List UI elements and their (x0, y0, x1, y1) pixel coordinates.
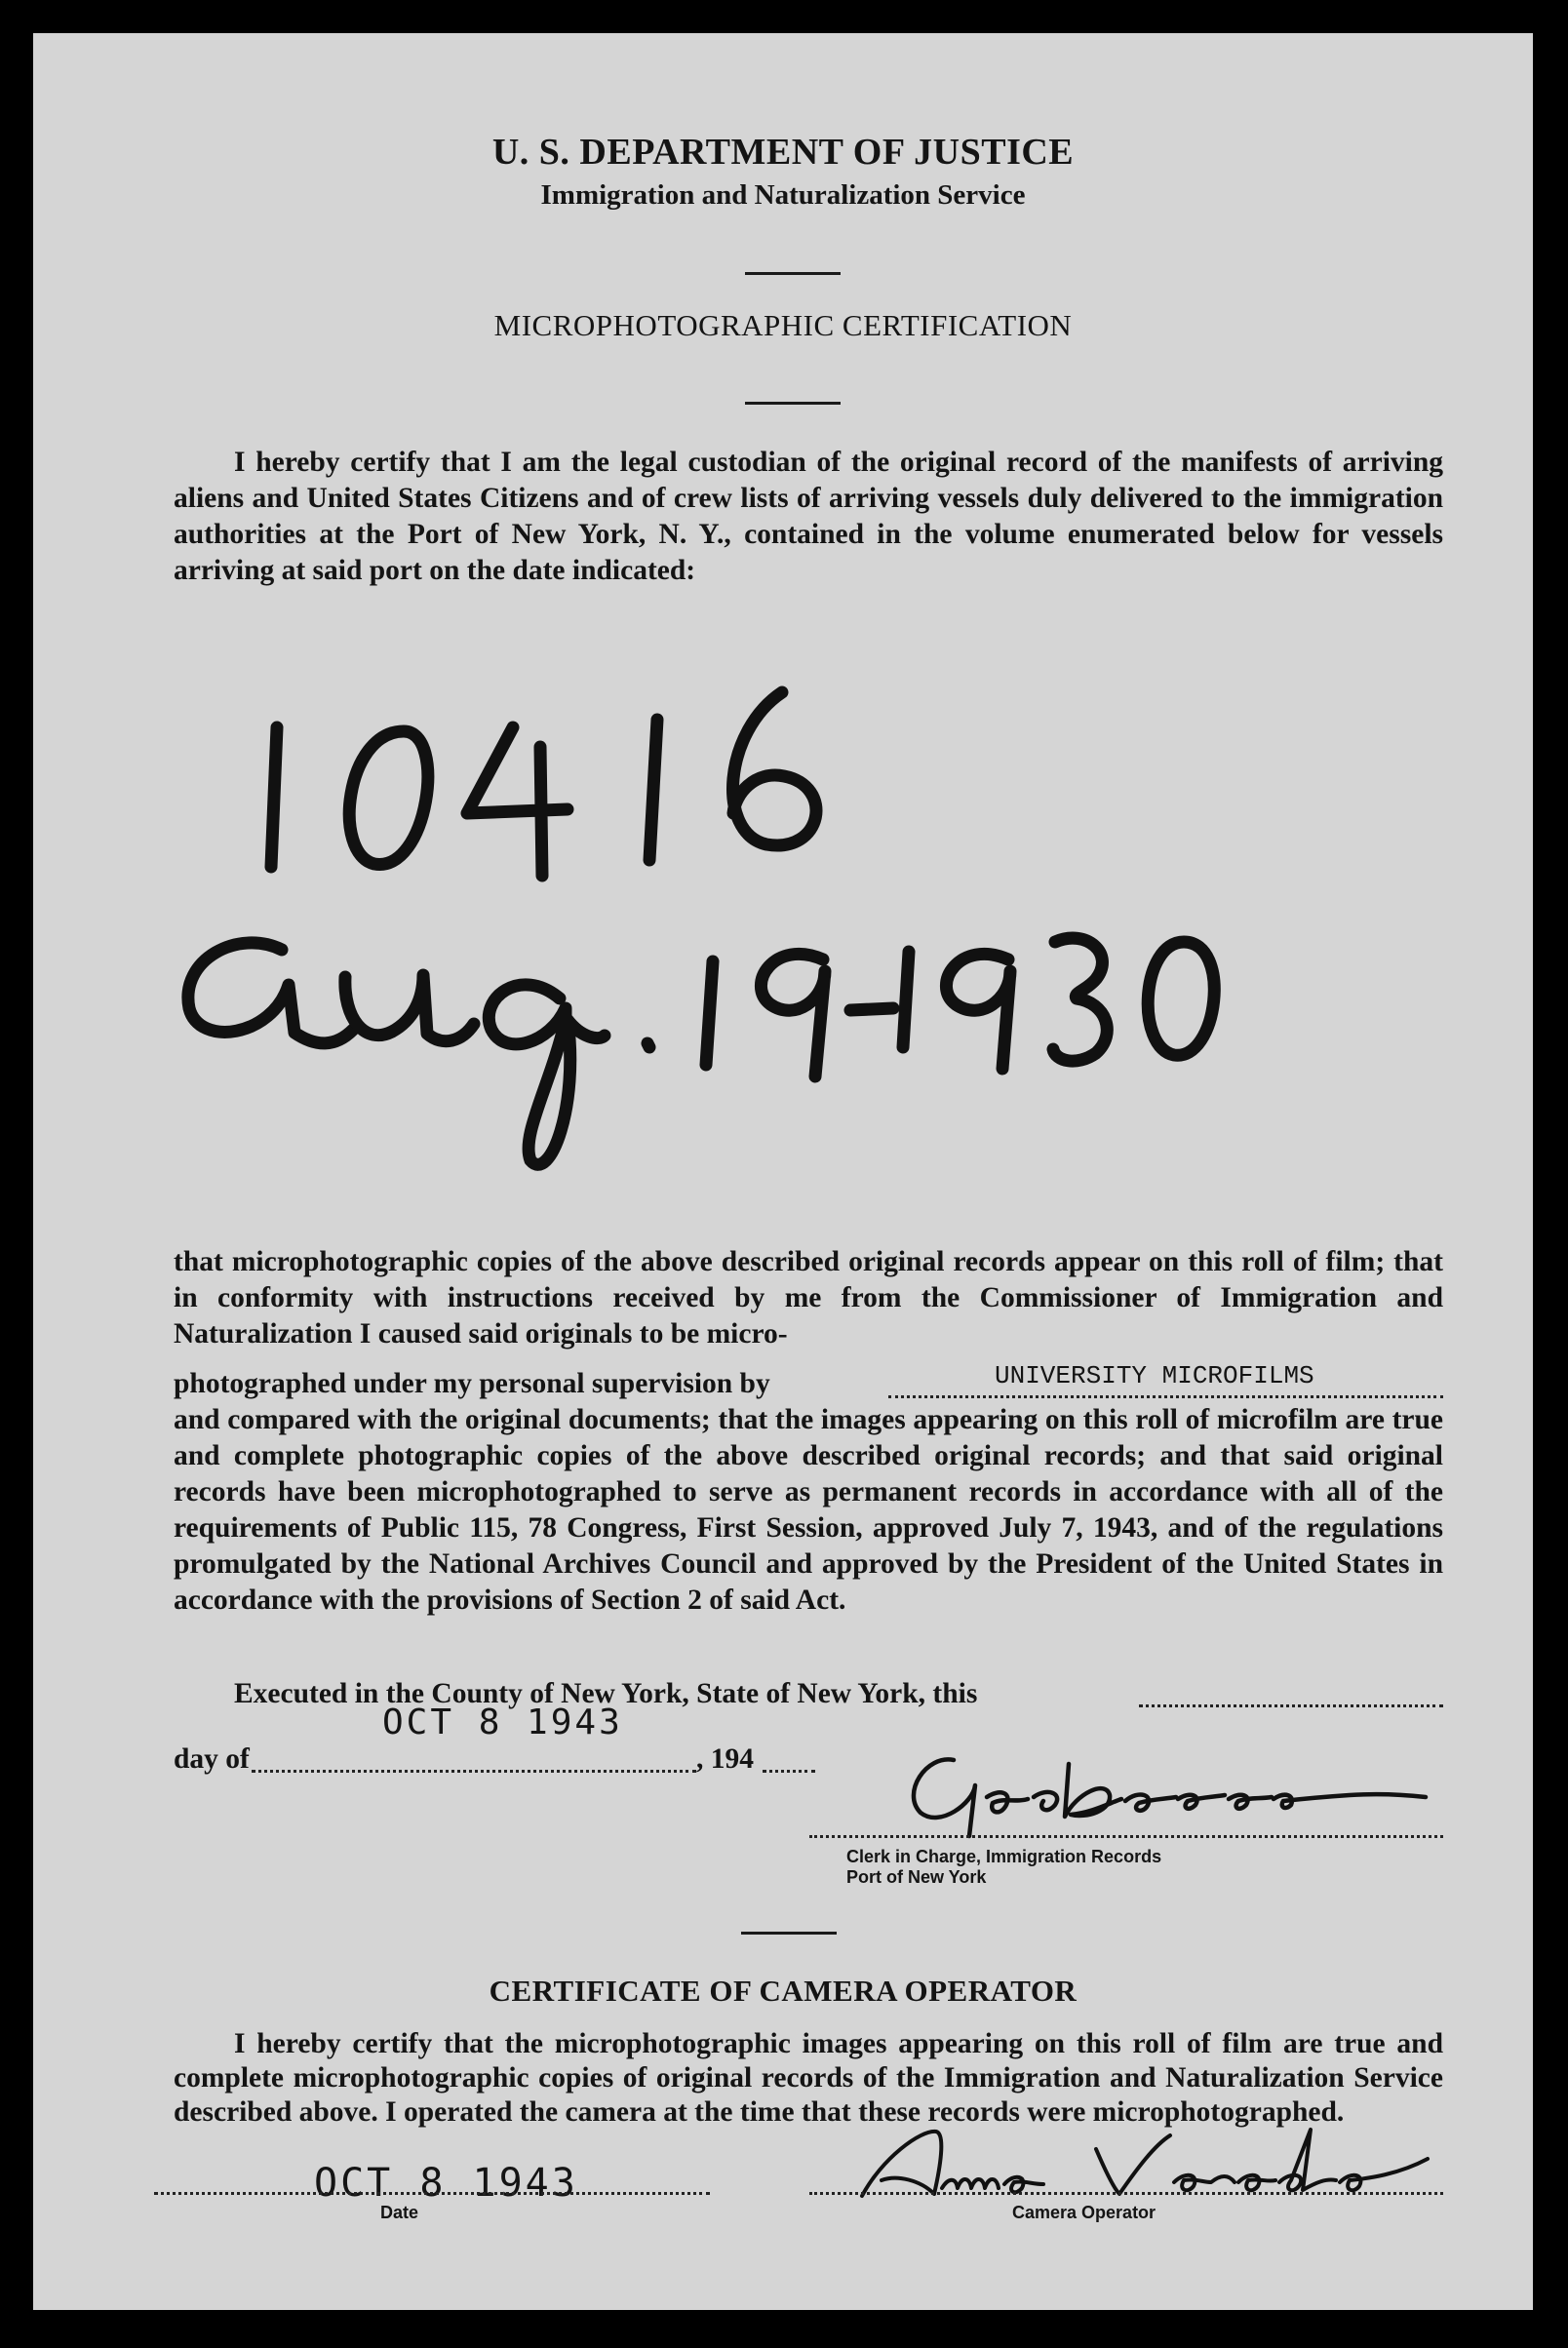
supervision-dotted-line (888, 1395, 1443, 1398)
camera-stamped-date: OCT 8 1943 (314, 2161, 578, 2206)
clerk-signature (891, 1735, 1437, 1842)
camera-certificate-title: CERTIFICATE OF CAMERA OPERATOR (489, 1974, 1078, 2008)
department-title: U. S. DEPARTMENT OF JUSTICE (491, 132, 1075, 173)
clerk-signature-line (809, 1835, 1443, 1838)
year-label: , 194 (696, 1743, 754, 1775)
service-subtitle: Immigration and Naturalization Service (540, 179, 1026, 211)
handwriting-drawing (33, 33, 1533, 1203)
executed-day-dotted-line (1139, 1704, 1443, 1707)
day-of-dotted-line (252, 1770, 696, 1773)
certificate-page (33, 33, 1533, 2310)
operator-label: Camera Operator (1012, 2203, 1156, 2222)
camera-certificate-text: I hereby certify that the microphotographic images appearing on this roll of film are true and complete microphotographic copies of original records of the Immigration and Naturalization Service described above. I operated the camera at the time that these records were microphotographed. (174, 2028, 1443, 2128)
custodian-paragraph: I hereby certify that I am the legal custodian of the original record of the manifests of arriving aliens and United States Citizens and of crew lists of arriving vessels duly delivered to the immigration authorities at the Port of New York, N. Y., contained in the volume enumerated below for vessels arriving at said port on the date indicated: (174, 447, 1443, 586)
year-dotted-line (763, 1770, 815, 1773)
date-label: Date (380, 2203, 419, 2222)
microphotograph-paragraph: that microphotographic copies of the above described original records appear on this roll of film; that in conformity with instructions received by me from the Commissioner of Immigration and Naturalization I caused said originals to be micro- (174, 1246, 1443, 1350)
execution-stamped-date: OCT 8 1943 (382, 1702, 623, 1742)
day-of-label: day of (174, 1743, 250, 1775)
clerk-port: Port of New York (846, 1867, 987, 1887)
camera-divider (741, 1932, 837, 1935)
operator-dotted-line (809, 2192, 1443, 2195)
certification-title: MICROPHOTOGRAPHIC CERTIFICATION (493, 308, 1073, 342)
microfilm-company: UNIVERSITY MICROFILMS (995, 1361, 1314, 1390)
compliance-paragraph: and compared with the original documents; that the images appearing on this roll of microfilm are true and complete photographic copies of the above described original records; and that said original records have been microphotographed to serve as permanent records in accordance with all of the requirements of Public 115, 78 Congress, First Session, approved July 7, 1943, and of the regulations promulgated by the National Archives Council and approved by the President of the United States in accordance with the provisions of Section 2 of said Act. (174, 1404, 1443, 1616)
executed-line: Executed in the County of New York, State of New York, this (234, 1678, 978, 1709)
date-dotted-line (154, 2192, 710, 2195)
clerk-title: Clerk in Charge, Immigration Records (846, 1847, 1162, 1866)
supervision-text: photographed under my personal supervision by (174, 1368, 770, 1399)
